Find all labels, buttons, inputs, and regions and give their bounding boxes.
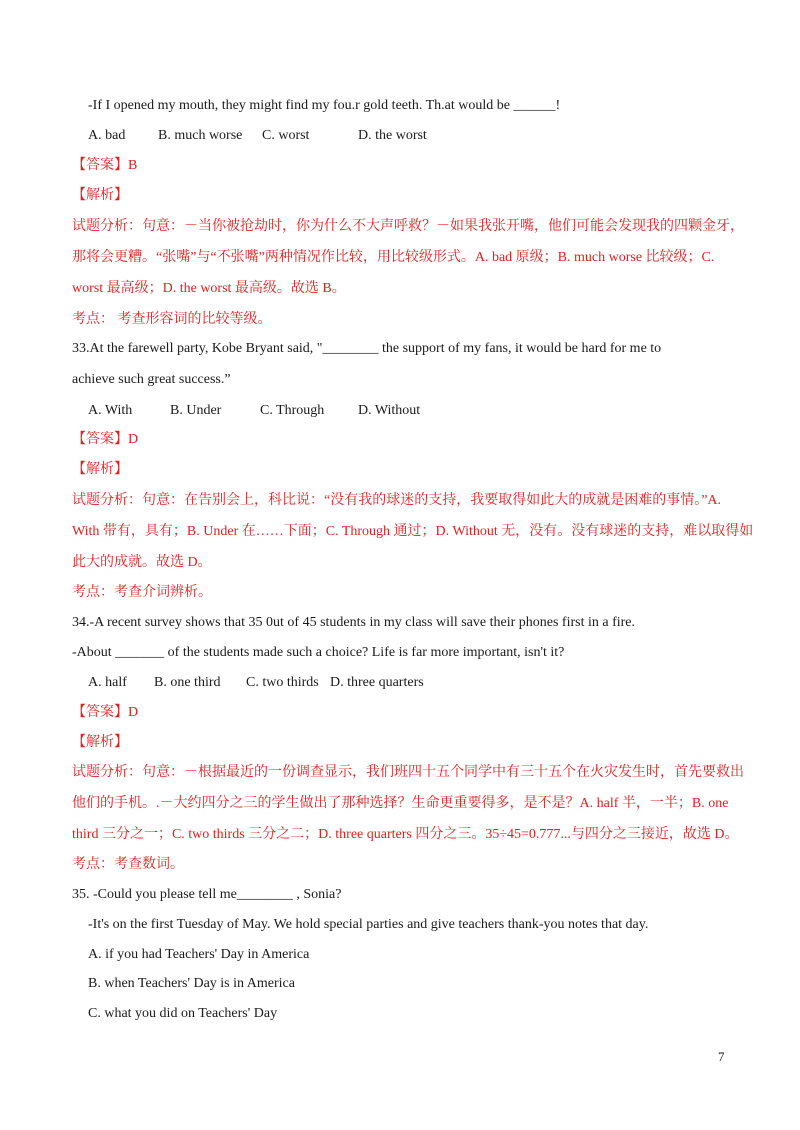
option-b: B. one third (154, 675, 221, 690)
analysis-text: 那将会更糟。“张嘴”与“不张嘴”两种情况作比较，用比较级形式。A. bad 原级；B. much worse 比较级；C. (72, 250, 715, 265)
option-d: D. three quarters (330, 675, 424, 690)
analysis-text: third 三分之一；C. two thirds 三分之二；D. three quarters 四分之三。35÷45=0.777...与四分之三接近，故选 D。 (72, 827, 739, 842)
q32-options (88, 127, 427, 145)
q33-stem: 33.At the farewell party, Kobe Bryant said, "________ the support of my fans, it would be hard for me to (72, 341, 662, 356)
option-c: C. two thirds (246, 675, 319, 690)
option-b: B. Under (170, 403, 222, 418)
option-a: A. half (88, 675, 127, 690)
q32-line: -If I opened my mouth, they might find my fou.r gold teeth. Th.at would be ______! (88, 98, 561, 113)
option-c: C. worst (262, 128, 310, 143)
q33-stem: achieve such great success.” (72, 372, 231, 387)
option-a: A. bad (88, 128, 126, 143)
answer-label: 【答案】D (72, 705, 139, 720)
answer-label: 【答案】B (72, 158, 138, 173)
option-c: C. Through (260, 403, 325, 418)
option-d: D. the worst (358, 128, 427, 143)
analysis-label: 【解析】 (72, 188, 128, 203)
kaodian-text: 考点： 考查形容词的比较等级。 (72, 312, 272, 327)
analysis-text: 此大的成就。故选 D。 (72, 555, 212, 570)
option-b: B. when Teachers' Day is in America (88, 976, 295, 991)
analysis-text: 试题分析：句意：－当你被抢劫时，你为什么不大声呼救？－如果我张开嘴，他们可能会发现我的四颗金牙， (72, 219, 744, 234)
q34-options (88, 674, 424, 692)
option-d: D. Without (358, 403, 421, 418)
q35-stem: -It's on the first Tuesday of May. We hold special parties and give teachers thank-you notes that day. (88, 917, 649, 932)
answer-label: 【答案】D (72, 432, 139, 447)
analysis-label: 【解析】 (72, 462, 128, 477)
q34-stem: -About _______ of the students made such a choice? Life is far more important, isn't it? (72, 645, 565, 660)
page-number: 7 (718, 1049, 725, 1064)
option-a: A. With (88, 403, 133, 418)
q35-stem: 35. -Could you please tell me________ , Sonia? (72, 887, 342, 902)
kaodian-text: 考点：考查数词。 (72, 857, 184, 872)
analysis-text: 试题分析：句意：在告别会上，科比说：“没有我的球迷的支持，我要取得如此大的成就是困难的事情。”A. (72, 493, 722, 508)
option-b: B. much worse (158, 128, 243, 143)
option-c: C. what you did on Teachers' Day (88, 1006, 278, 1021)
kaodian-text: 考点：考查介词辨析。 (72, 585, 212, 600)
q34-stem: 34.-A recent survey shows that 35 0ut of 45 students in my class will save their phones first in a fire. (72, 615, 636, 630)
analysis-text: 试题分析：句意：－根据最近的一份调查显示，我们班四十五个同学中有三十五个在火灾发生时，首先要救出 (72, 765, 744, 780)
option-a: A. if you had Teachers' Day in America (88, 947, 310, 962)
analysis-label: 【解析】 (72, 735, 128, 750)
analysis-text: With 带有，具有；B. Under 在……下面；C. Through 通过；D. Without 无，没有。没有球迷的支持，难以取得如 (72, 524, 754, 539)
q33-options (88, 402, 420, 420)
analysis-text: worst 最高级；D. the worst 最高级。故选 B。 (72, 281, 346, 296)
analysis-text: 他们的手机。.－大约四分之三的学生做出了那种选择？生命更重要得多，是不是？A. half 半，一半；B. one (72, 796, 729, 811)
